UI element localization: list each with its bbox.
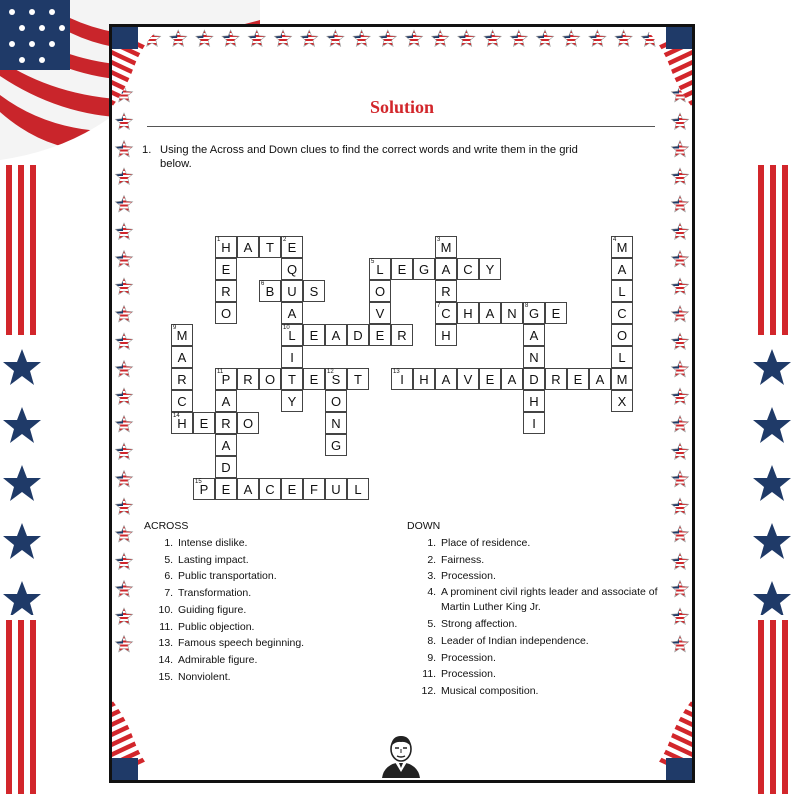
crossword-cell [171, 324, 193, 346]
star-icon [753, 523, 791, 559]
cell-letter: R [243, 372, 253, 387]
crossword-cell [611, 236, 633, 258]
crossword-cell [281, 368, 303, 390]
cell-letter: T [266, 240, 274, 255]
cell-number: 2 [283, 237, 287, 243]
crossword-cell [435, 368, 457, 390]
us-flag-star-icon [114, 167, 134, 187]
crossword-cell [325, 412, 347, 434]
across-clue: 14. Admirable figure. [176, 652, 374, 669]
us-flag-star-icon [247, 29, 267, 49]
us-flag-star-icon [670, 277, 690, 297]
cell-number: 15 [195, 479, 202, 485]
down-heading: DOWN [407, 520, 441, 532]
crossword-cell [215, 236, 237, 258]
cell-letter: V [463, 372, 473, 387]
crossword-cell [281, 390, 303, 412]
us-flag-star-icon [587, 29, 607, 49]
crossword-cell [567, 368, 589, 390]
crossword-cell [391, 324, 413, 346]
cell-letter: V [375, 306, 385, 321]
cell-letter: H [529, 394, 539, 409]
cell-letter: O [242, 416, 254, 431]
cell-letter: A [177, 350, 187, 365]
cell-letter: C [441, 306, 451, 321]
us-flag-star-icon [114, 250, 134, 270]
cell-letter: P [221, 372, 231, 387]
cell-letter: G [528, 306, 540, 321]
cell-letter: A [221, 438, 231, 453]
across-clue: 1. Intense dislike. [176, 535, 374, 552]
us-flag-star-icon [670, 607, 690, 627]
worksheet-page [109, 24, 695, 783]
crossword-cell [171, 412, 193, 434]
page-title: Solution [369, 97, 435, 117]
us-flag-star-icon [670, 387, 690, 407]
cell-letter: H [177, 416, 187, 431]
across-clue: 11. Public objection. [176, 619, 374, 636]
cell-letter: E [573, 372, 583, 387]
crossword-cell [611, 280, 633, 302]
cell-letter: A [243, 482, 253, 497]
crossword-cell [501, 368, 523, 390]
cell-letter: U [331, 482, 341, 497]
crossword-cell [611, 324, 633, 346]
cell-letter: O [264, 372, 276, 387]
us-flag-star-icon [670, 222, 690, 242]
across-clue: 5. Lasting impact. [176, 552, 374, 569]
star-icon [753, 407, 791, 443]
title-divider [147, 126, 655, 127]
us-flag-star-icon [670, 415, 690, 435]
cell-letter: R [177, 372, 187, 387]
crossword-cell [369, 258, 391, 280]
corner-flag-decoration [112, 679, 162, 780]
cell-letter: O [220, 306, 232, 321]
cell-letter: O [616, 328, 628, 343]
left-star-column [0, 345, 44, 615]
us-flag-star-icon [114, 607, 134, 627]
crossword-cell [523, 390, 545, 412]
crossword-cell [193, 478, 215, 500]
crossword-cell [281, 280, 303, 302]
cell-letter: X [617, 394, 627, 409]
cell-letter: L [618, 350, 626, 365]
us-flag-star-icon [404, 29, 424, 49]
cell-number: 12 [327, 369, 334, 375]
cell-number: 4 [613, 237, 617, 243]
down-clue: 12. Musical composition. [439, 683, 667, 700]
crossword-cell [479, 302, 501, 324]
crossword-cell [215, 412, 237, 434]
cell-letter: E [309, 328, 319, 343]
cell-letter: H [463, 306, 473, 321]
cell-letter: G [330, 438, 342, 453]
crossword-cell [215, 478, 237, 500]
cell-letter: H [441, 328, 451, 343]
crossword-cell [259, 368, 281, 390]
cell-number: 10 [283, 325, 290, 331]
instruction [142, 143, 612, 171]
cell-number: 9 [173, 325, 177, 331]
crossword-cell [369, 324, 391, 346]
across-heading: ACROSS [144, 520, 189, 532]
us-flag-star-icon [670, 635, 690, 655]
crossword-cell [303, 368, 325, 390]
crossword-cell [413, 258, 435, 280]
us-flag-star-icon [114, 497, 134, 517]
crossword-cell [259, 236, 281, 258]
cell-letter: H [419, 372, 429, 387]
cell-letter: M [176, 328, 188, 343]
down-clue: 11. Procession. [439, 666, 667, 683]
down-clue: 4. A prominent civil rights leader and associate of Martin Luther King Jr. [439, 585, 667, 615]
crossword-cell [237, 412, 259, 434]
cell-letter: L [354, 482, 362, 497]
cell-letter: D [529, 372, 539, 387]
cell-letter: N [331, 416, 341, 431]
us-flag-star-icon [430, 29, 450, 49]
left-stripes-bottom [2, 620, 42, 794]
us-flag-star-icon [670, 580, 690, 600]
cell-letter: Y [485, 262, 495, 277]
us-flag-star-icon [114, 140, 134, 160]
us-flag-star-icon [325, 29, 345, 49]
cell-letter: D [221, 460, 231, 475]
down-clues [407, 519, 667, 700]
cell-letter: E [287, 240, 297, 255]
cell-letter: A [441, 372, 451, 387]
crossword-cell [281, 302, 303, 324]
us-flag-star-icon [670, 552, 690, 572]
us-flag-star-icon [670, 195, 690, 215]
us-flag-star-icon [535, 29, 555, 49]
down-clue: 5. Strong affection. [439, 616, 667, 633]
crossword-cell [215, 280, 237, 302]
crossword-cell [193, 412, 215, 434]
us-flag-star-icon [352, 29, 372, 49]
star-icon [3, 349, 41, 385]
crossword-cell [215, 456, 237, 478]
cell-letter: R [441, 284, 451, 299]
crossword-cell [347, 368, 369, 390]
us-flag-star-icon [114, 415, 134, 435]
us-flag-star-icon [114, 442, 134, 462]
right-stripes-bottom [752, 620, 792, 794]
us-flag-star-icon [670, 442, 690, 462]
cell-number: 6 [261, 281, 265, 287]
cell-number: 3 [437, 237, 441, 243]
us-flag-star-icon [299, 29, 319, 49]
crossword-cell [237, 236, 259, 258]
us-flag-star-icon [670, 140, 690, 160]
us-flag-star-icon [221, 29, 241, 49]
cell-letter: R [397, 328, 407, 343]
cell-letter: S [331, 372, 341, 387]
crossword-cell [325, 368, 347, 390]
us-flag-star-icon [670, 497, 690, 517]
us-flag-star-icon [114, 580, 134, 600]
star-icon [3, 523, 41, 559]
instruction-text: Using the Across and Down clues to find the correct words and write them in the grid below. [160, 144, 578, 170]
across-clue: 10. Guiding figure. [176, 602, 374, 619]
crossword-cell [171, 346, 193, 368]
crossword-cell [457, 368, 479, 390]
crossword-cell [457, 258, 479, 280]
down-clue: 2. Fairness. [439, 552, 667, 569]
crossword-cell [281, 346, 303, 368]
cell-letter: E [287, 482, 297, 497]
crossword-cell [215, 434, 237, 456]
crossword-cell [347, 324, 369, 346]
us-flag-star-icon [114, 277, 134, 297]
crossword-cell [523, 368, 545, 390]
cell-letter: T [288, 372, 296, 387]
cell-letter: E [221, 262, 231, 277]
down-clue: 9. Procession. [439, 650, 667, 667]
cell-letter: G [418, 262, 430, 277]
crossword-cell [281, 236, 303, 258]
cell-letter: E [221, 482, 231, 497]
crossword-cell [435, 280, 457, 302]
cell-letter: E [551, 306, 561, 321]
cell-letter: I [400, 372, 404, 387]
across-clues [144, 519, 374, 685]
cell-letter: A [221, 394, 231, 409]
cell-number: 5 [371, 259, 375, 265]
us-flag-star-icon [114, 305, 134, 325]
us-flag-star-icon [114, 222, 134, 242]
cell-letter: R [221, 416, 231, 431]
cell-letter: C [463, 262, 473, 277]
us-flag-star-icon [509, 29, 529, 49]
us-flag-star-icon [273, 29, 293, 49]
crossword-cell [171, 368, 193, 390]
crossword-cell [325, 478, 347, 500]
across-list [144, 535, 374, 685]
cell-letter: A [331, 328, 341, 343]
crossword-cell [391, 258, 413, 280]
cell-letter: M [616, 240, 628, 255]
cell-letter: Y [287, 394, 297, 409]
crossword-cell [325, 324, 347, 346]
crossword-cell [523, 346, 545, 368]
crossword-cell [215, 302, 237, 324]
us-flag-star-icon [670, 250, 690, 270]
cell-letter: L [288, 328, 296, 343]
crossword-cell [545, 302, 567, 324]
us-flag-star-icon [114, 525, 134, 545]
crossword-cell [281, 258, 303, 280]
crossword-cell [215, 368, 237, 390]
cell-letter: A [595, 372, 605, 387]
crossword-cell [611, 346, 633, 368]
crossword-cell [589, 368, 611, 390]
cell-number: 13 [393, 369, 400, 375]
cell-letter: F [310, 482, 318, 497]
down-clue: 1. Place of residence. [439, 535, 667, 552]
crossword-cell [281, 478, 303, 500]
cell-letter: O [330, 394, 342, 409]
crossword-cell [171, 390, 193, 412]
us-flag-star-icon [114, 552, 134, 572]
mlk-portrait-icon [378, 732, 424, 778]
cell-letter: N [529, 350, 539, 365]
us-flag-star-icon [670, 167, 690, 187]
us-flag-star-icon [194, 29, 214, 49]
us-flag-star-icon [114, 387, 134, 407]
across-clue: 6. Public transportation. [176, 568, 374, 585]
star-icon [3, 407, 41, 443]
cell-letter: I [532, 416, 536, 431]
cell-letter: T [354, 372, 362, 387]
us-flag-star-icon [456, 29, 476, 49]
cell-letter: A [617, 262, 627, 277]
cell-number: 11 [217, 369, 224, 375]
cell-letter: R [221, 284, 231, 299]
crossword-cell [545, 368, 567, 390]
cell-letter: E [397, 262, 407, 277]
crossword-cell [479, 368, 501, 390]
cell-letter: L [618, 284, 626, 299]
across-clue: 13. Famous speech beginning. [176, 635, 374, 652]
us-flag-star-icon [561, 29, 581, 49]
us-flag-star-icon [168, 29, 188, 49]
crossword-cell [369, 280, 391, 302]
us-flag-star-icon [670, 360, 690, 380]
crossword-cell [435, 324, 457, 346]
cell-letter: E [375, 328, 385, 343]
crossword-cell [369, 302, 391, 324]
cell-letter: M [616, 372, 628, 387]
crossword-cell [479, 258, 501, 280]
crossword-cell [303, 324, 325, 346]
cell-letter: M [440, 240, 452, 255]
crossword-cell [611, 302, 633, 324]
cell-letter: O [374, 284, 386, 299]
crossword-cell [215, 390, 237, 412]
crossword-cell [523, 412, 545, 434]
crossword-cell [391, 368, 413, 390]
cell-letter: B [265, 284, 275, 299]
crossword-cell [435, 258, 457, 280]
cell-number: 1 [217, 237, 221, 243]
crossword-cell [237, 478, 259, 500]
crossword-cell [259, 280, 281, 302]
down-clue: 3. Procession. [439, 568, 667, 585]
crossword-cell [523, 324, 545, 346]
us-flag-star-icon [114, 360, 134, 380]
us-flag-star-icon [670, 525, 690, 545]
crossword-cell [281, 324, 303, 346]
crossword-cell [259, 478, 281, 500]
us-flag-star-icon [378, 29, 398, 49]
cell-letter: Q [286, 262, 298, 277]
right-star-column [750, 345, 794, 615]
crossword-cell [347, 478, 369, 500]
cell-letter: U [287, 284, 297, 299]
cell-letter: A [441, 262, 451, 277]
star-icon [3, 581, 41, 615]
crossword-cell [325, 390, 347, 412]
star-icon [753, 349, 791, 385]
cell-letter: A [485, 306, 495, 321]
crossword-cell [523, 302, 545, 324]
down-clue: 8. Leader of Indian independence. [439, 633, 667, 650]
cell-letter: C [265, 482, 275, 497]
crossword-cell [611, 390, 633, 412]
crossword-cell [237, 368, 259, 390]
cell-letter: A [243, 240, 253, 255]
star-icon [753, 581, 791, 615]
left-stripes-top [2, 165, 42, 335]
crossword-cell [457, 302, 479, 324]
cell-letter: A [507, 372, 517, 387]
crossword-cell [611, 258, 633, 280]
cell-number: 14 [173, 413, 180, 419]
crossword-cell [303, 280, 325, 302]
crossword-cell [611, 368, 633, 390]
star-icon [753, 465, 791, 501]
crossword-cell [325, 434, 347, 456]
crossword-cell [501, 302, 523, 324]
us-flag-star-icon [670, 305, 690, 325]
cell-letter: N [507, 306, 517, 321]
down-list [407, 535, 667, 700]
cell-letter: C [177, 394, 187, 409]
us-flag-star-icon [114, 195, 134, 215]
cell-letter: P [199, 482, 209, 497]
us-flag-star-icon [483, 29, 503, 49]
cell-letter: E [309, 372, 319, 387]
us-flag-star-icon [114, 470, 134, 490]
cell-letter: D [353, 328, 363, 343]
crossword-cell [413, 368, 435, 390]
cell-letter: L [376, 262, 384, 277]
cell-number: 7 [437, 303, 441, 309]
cell-letter: A [287, 306, 297, 321]
crossword-cell [303, 478, 325, 500]
crossword-cell [435, 302, 457, 324]
across-clue: 15. Nonviolent. [176, 669, 374, 686]
us-flag-star-icon [670, 332, 690, 352]
cell-letter: E [485, 372, 495, 387]
cell-letter: I [290, 350, 294, 365]
across-clue: 7. Transformation. [176, 585, 374, 602]
cell-letter: E [199, 416, 209, 431]
cell-letter: C [617, 306, 627, 321]
instruction-number: 1. [142, 144, 152, 156]
cell-letter: H [221, 240, 231, 255]
cell-letter: A [529, 328, 539, 343]
us-flag-star-icon [114, 332, 134, 352]
crossword-cell [215, 258, 237, 280]
cell-letter: S [309, 284, 319, 299]
cell-number: 8 [525, 303, 529, 309]
cell-letter: R [551, 372, 561, 387]
us-flag-star-icon [670, 470, 690, 490]
us-flag-star-icon [614, 29, 634, 49]
star-icon [3, 465, 41, 501]
crossword-cell [435, 236, 457, 258]
right-stripes-top [752, 165, 792, 335]
us-flag-star-icon [114, 635, 134, 655]
